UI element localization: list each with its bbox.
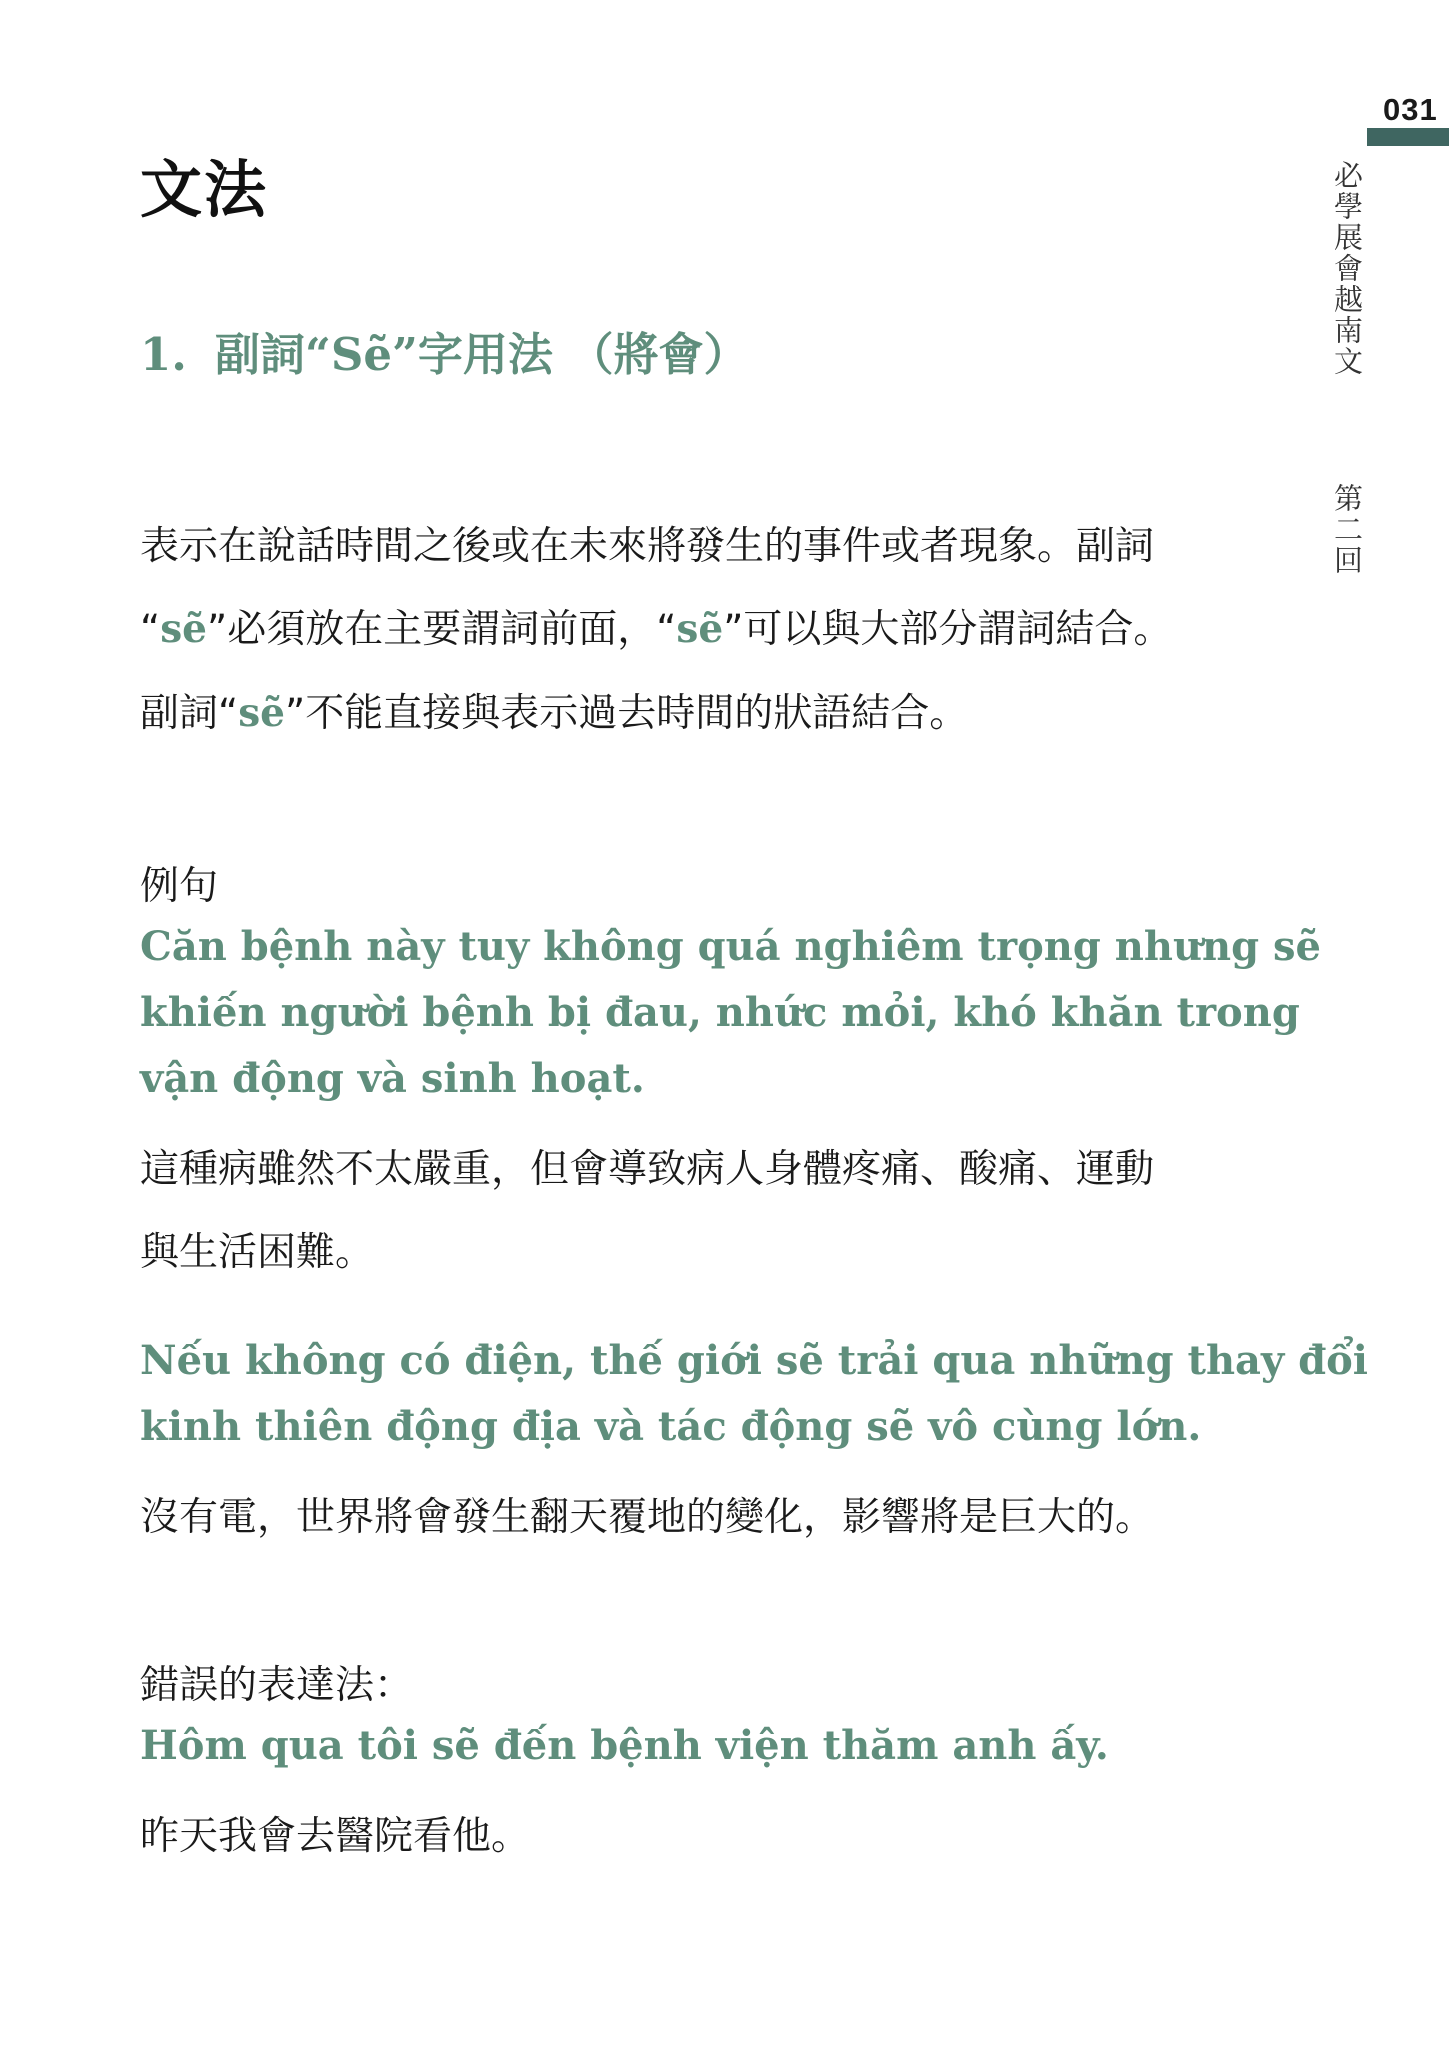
example-1-cn-line-1: 這種病雖然不太嚴重，但會導致病人身體疼痛、酸痛、運動 (140, 1147, 1155, 1192)
section-heading (140, 318, 749, 383)
keyword-se: sẽ (160, 606, 207, 652)
section-number: 1. (140, 328, 187, 381)
page-number-bar (1367, 128, 1449, 146)
example-2-vn-line-2: kinh thiên động địa và tác động sẽ vô cùng lớn. (140, 1403, 1202, 1450)
keyword-se: sẽ (676, 606, 724, 652)
example-2-cn-line-1: 沒有電，世界將會發生翻天覆地的變化，影響將是巨大的。 (140, 1495, 1155, 1540)
running-chapter-label: 第二回 (1330, 483, 1364, 576)
page-title: 文法 (140, 153, 269, 226)
explanation-line-1: 表示在說話時間之後或在未來將發生的事件或者現象。副詞 (140, 524, 1155, 569)
explanation-line-2: “sẽ”必須放在主要謂詞前面，“sẽ”可以與大部分謂詞結合。 (140, 606, 1173, 652)
wrong-usage-vn: Hôm qua tôi sẽ đến bệnh viện thăm anh ấy. (140, 1722, 1109, 1769)
running-book-title: 必學展會越南文 (1330, 160, 1364, 377)
examples-label: 例句 (140, 864, 219, 909)
example-2-vn-line-1: Nếu không có điện, thế giới sẽ trải qua những thay đổi (140, 1337, 1368, 1384)
example-1-vn-line-3: vận động và sinh hoạt. (140, 1055, 645, 1102)
example-1-vn-line-1: Căn bệnh này tuy không quá nghiêm trọng nhưng sẽ (140, 923, 1321, 970)
wrong-usage-cn: 昨天我會去醫院看他。 (140, 1814, 531, 1859)
keyword-se: sẽ (238, 690, 285, 736)
page-number: 031 (1383, 92, 1438, 127)
section-title: 副詞“Sẽ”字用法 （將會） (214, 328, 749, 381)
explanation-line-3: 副詞“sẽ”不能直接與表示過去時間的狀語結合。 (140, 690, 969, 736)
example-1-vn-line-2: khiến người bệnh bị đau, nhức mỏi, khó khăn trong (140, 989, 1300, 1036)
example-1-cn-line-2: 與生活困難。 (140, 1230, 375, 1275)
wrong-usage-label: 錯誤的表達法： (140, 1663, 414, 1708)
